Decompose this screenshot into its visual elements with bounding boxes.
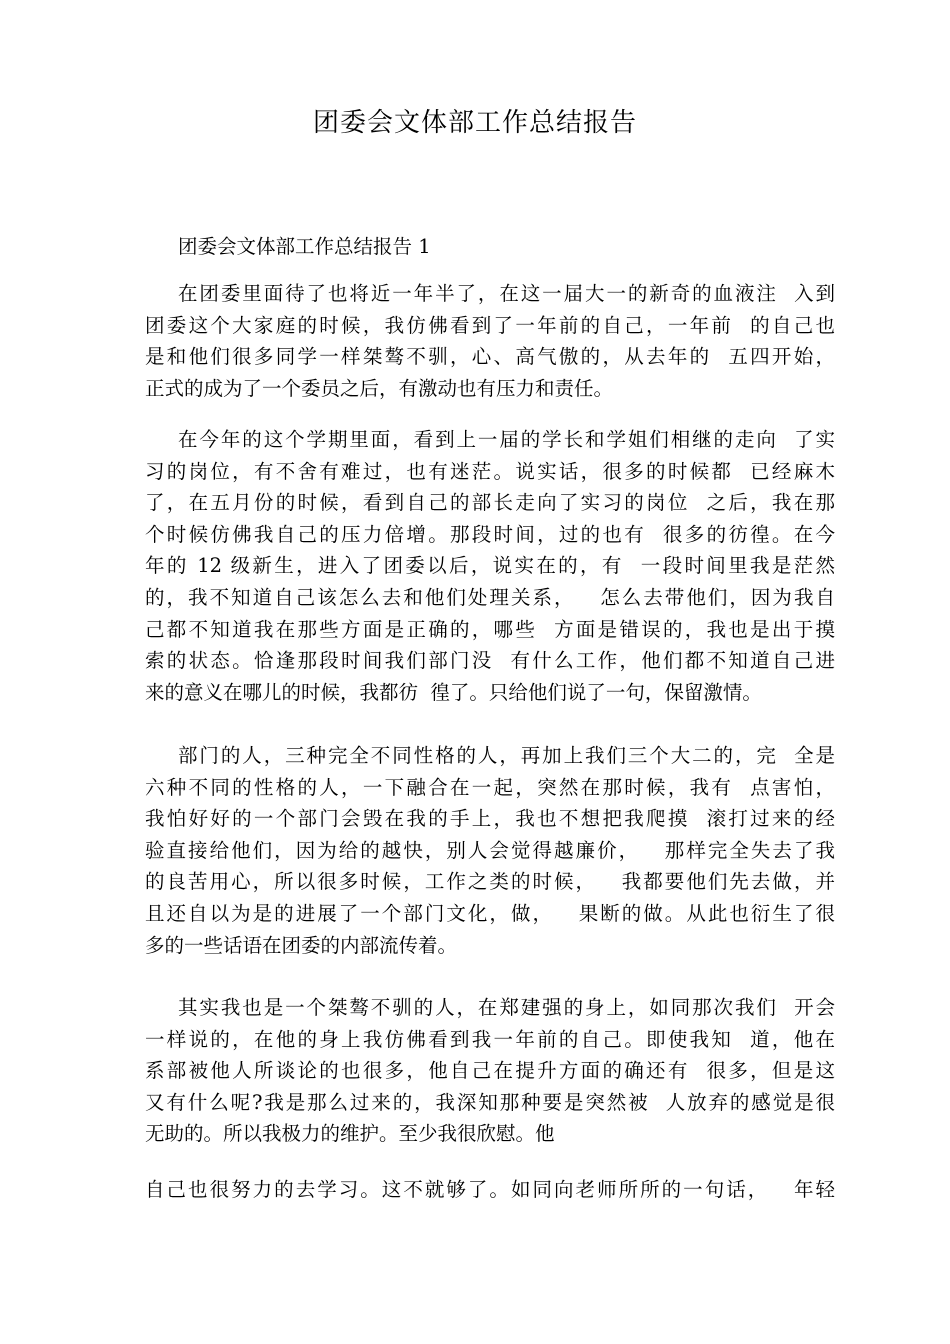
paragraph-line: 多的一些话语在团委的内部流传着。 [145, 933, 458, 957]
paragraph-line: 来的意义在哪儿的时候，我都彷 徨了。只给他们说了一句，保留激情。 [145, 680, 762, 704]
paragraph-line: 又有什么呢?我是那么过来的，我深知那种要是突然被 人放弃的感觉是很 [145, 1090, 835, 1114]
paragraph-line: 且还自以为是的进展了一个部门文化，做， 果断的做。从此也衍生了很 [145, 901, 835, 925]
paragraph-line: 个时候仿佛我自己的压力倍增。那段时间，过的也有 很多的彷徨。在今 [145, 522, 835, 546]
paragraph-2 [145, 424, 835, 708]
paragraph-line: 的良苦用心，所以很多时候，工作之类的时候， 我都要他们先去做，并 [145, 870, 835, 894]
paragraph-line: 部门的人，三种完全不同性格的人，再加上我们三个大二的，完 全是 [178, 744, 835, 767]
paragraph-line: 在今年的这个学期里面，看到上一届的学长和学姐们相继的走向 了实 [178, 428, 835, 451]
paragraph-line: 我怕好好的一个部门会毁在我的手上，我也不想把我爬摸 滚打过来的经 [145, 807, 835, 831]
paragraph-4 [145, 992, 835, 1150]
paragraph-line: 验直接给他们，因为给的越快，别人会觉得越廉价， 那样完全失去了我 [145, 838, 835, 862]
paragraph-line: 年的 12 级新生，进入了团委以后，说实在的，有 一段时间里我是茫然 [145, 554, 835, 578]
paragraph-line: 其实我也是一个桀骜不驯的人，在郑建强的身上，如同那次我们 开会 [178, 996, 835, 1019]
document-title: 团委会文体部工作总结报告 [312, 108, 637, 138]
paragraph-line: 系部被他人所谈论的也很多，他自己在提升方面的确还有 很多，但是这 [145, 1059, 835, 1083]
paragraph-line: 是和他们很多同学一样桀骜不驯，心、高气傲的，从去年的 五四开始， [145, 345, 835, 369]
paragraph-1 [145, 278, 835, 404]
paragraph-line: 无助的。所以我极力的维护。至少我很欣慰。他 [145, 1122, 555, 1146]
paragraph-line: 了，在五月份的时候，看到自己的部长走向了实习的岗位 之后，我在那 [145, 491, 835, 515]
paragraph-line: 在团委里面待了也将近一年半了，在这一届大一的新奇的血液注 入到 [178, 282, 835, 305]
paragraph-line: 习的岗位，有不舍有难过，也有迷茫。说实话，很多的时候都 已经麻木 [145, 459, 835, 483]
paragraph-line: 一样说的，在他的身上我仿佛看到我一年前的自己。即使我知 道，他在 [145, 1027, 835, 1051]
paragraph-line: 团委这个大家庭的时候，我仿佛看到了一年前的自己，一年前 的自己也 [145, 313, 835, 337]
paragraph-line: 索的状态。恰逢那段时间我们部门没 有什么工作，他们都不知道自己进 [145, 649, 835, 673]
paragraph-line: 己都不知道我在那些方面是正确的，哪些 方面是错误的，我也是出于摸 [145, 617, 835, 641]
paragraph-line: 正式的成为了一个委员之后，有激动也有压力和责任。 [145, 376, 614, 400]
paragraph-5 [145, 1174, 835, 1206]
paragraph-line: 的，我不知道自己该怎么去和他们处理关系， 怎么去带他们，因为我自 [145, 585, 835, 609]
document-subtitle: 团委会文体部工作总结报告 1 [178, 235, 431, 258]
paragraph-3 [145, 740, 835, 961]
paragraph-line: 自己也很努力的去学习。这不就够了。如同向老师所所的一句话， 年轻 [145, 1178, 835, 1201]
paragraph-line: 六种不同的性格的人，一下融合在一起，突然在那时候，我有 点害怕， [145, 775, 835, 799]
